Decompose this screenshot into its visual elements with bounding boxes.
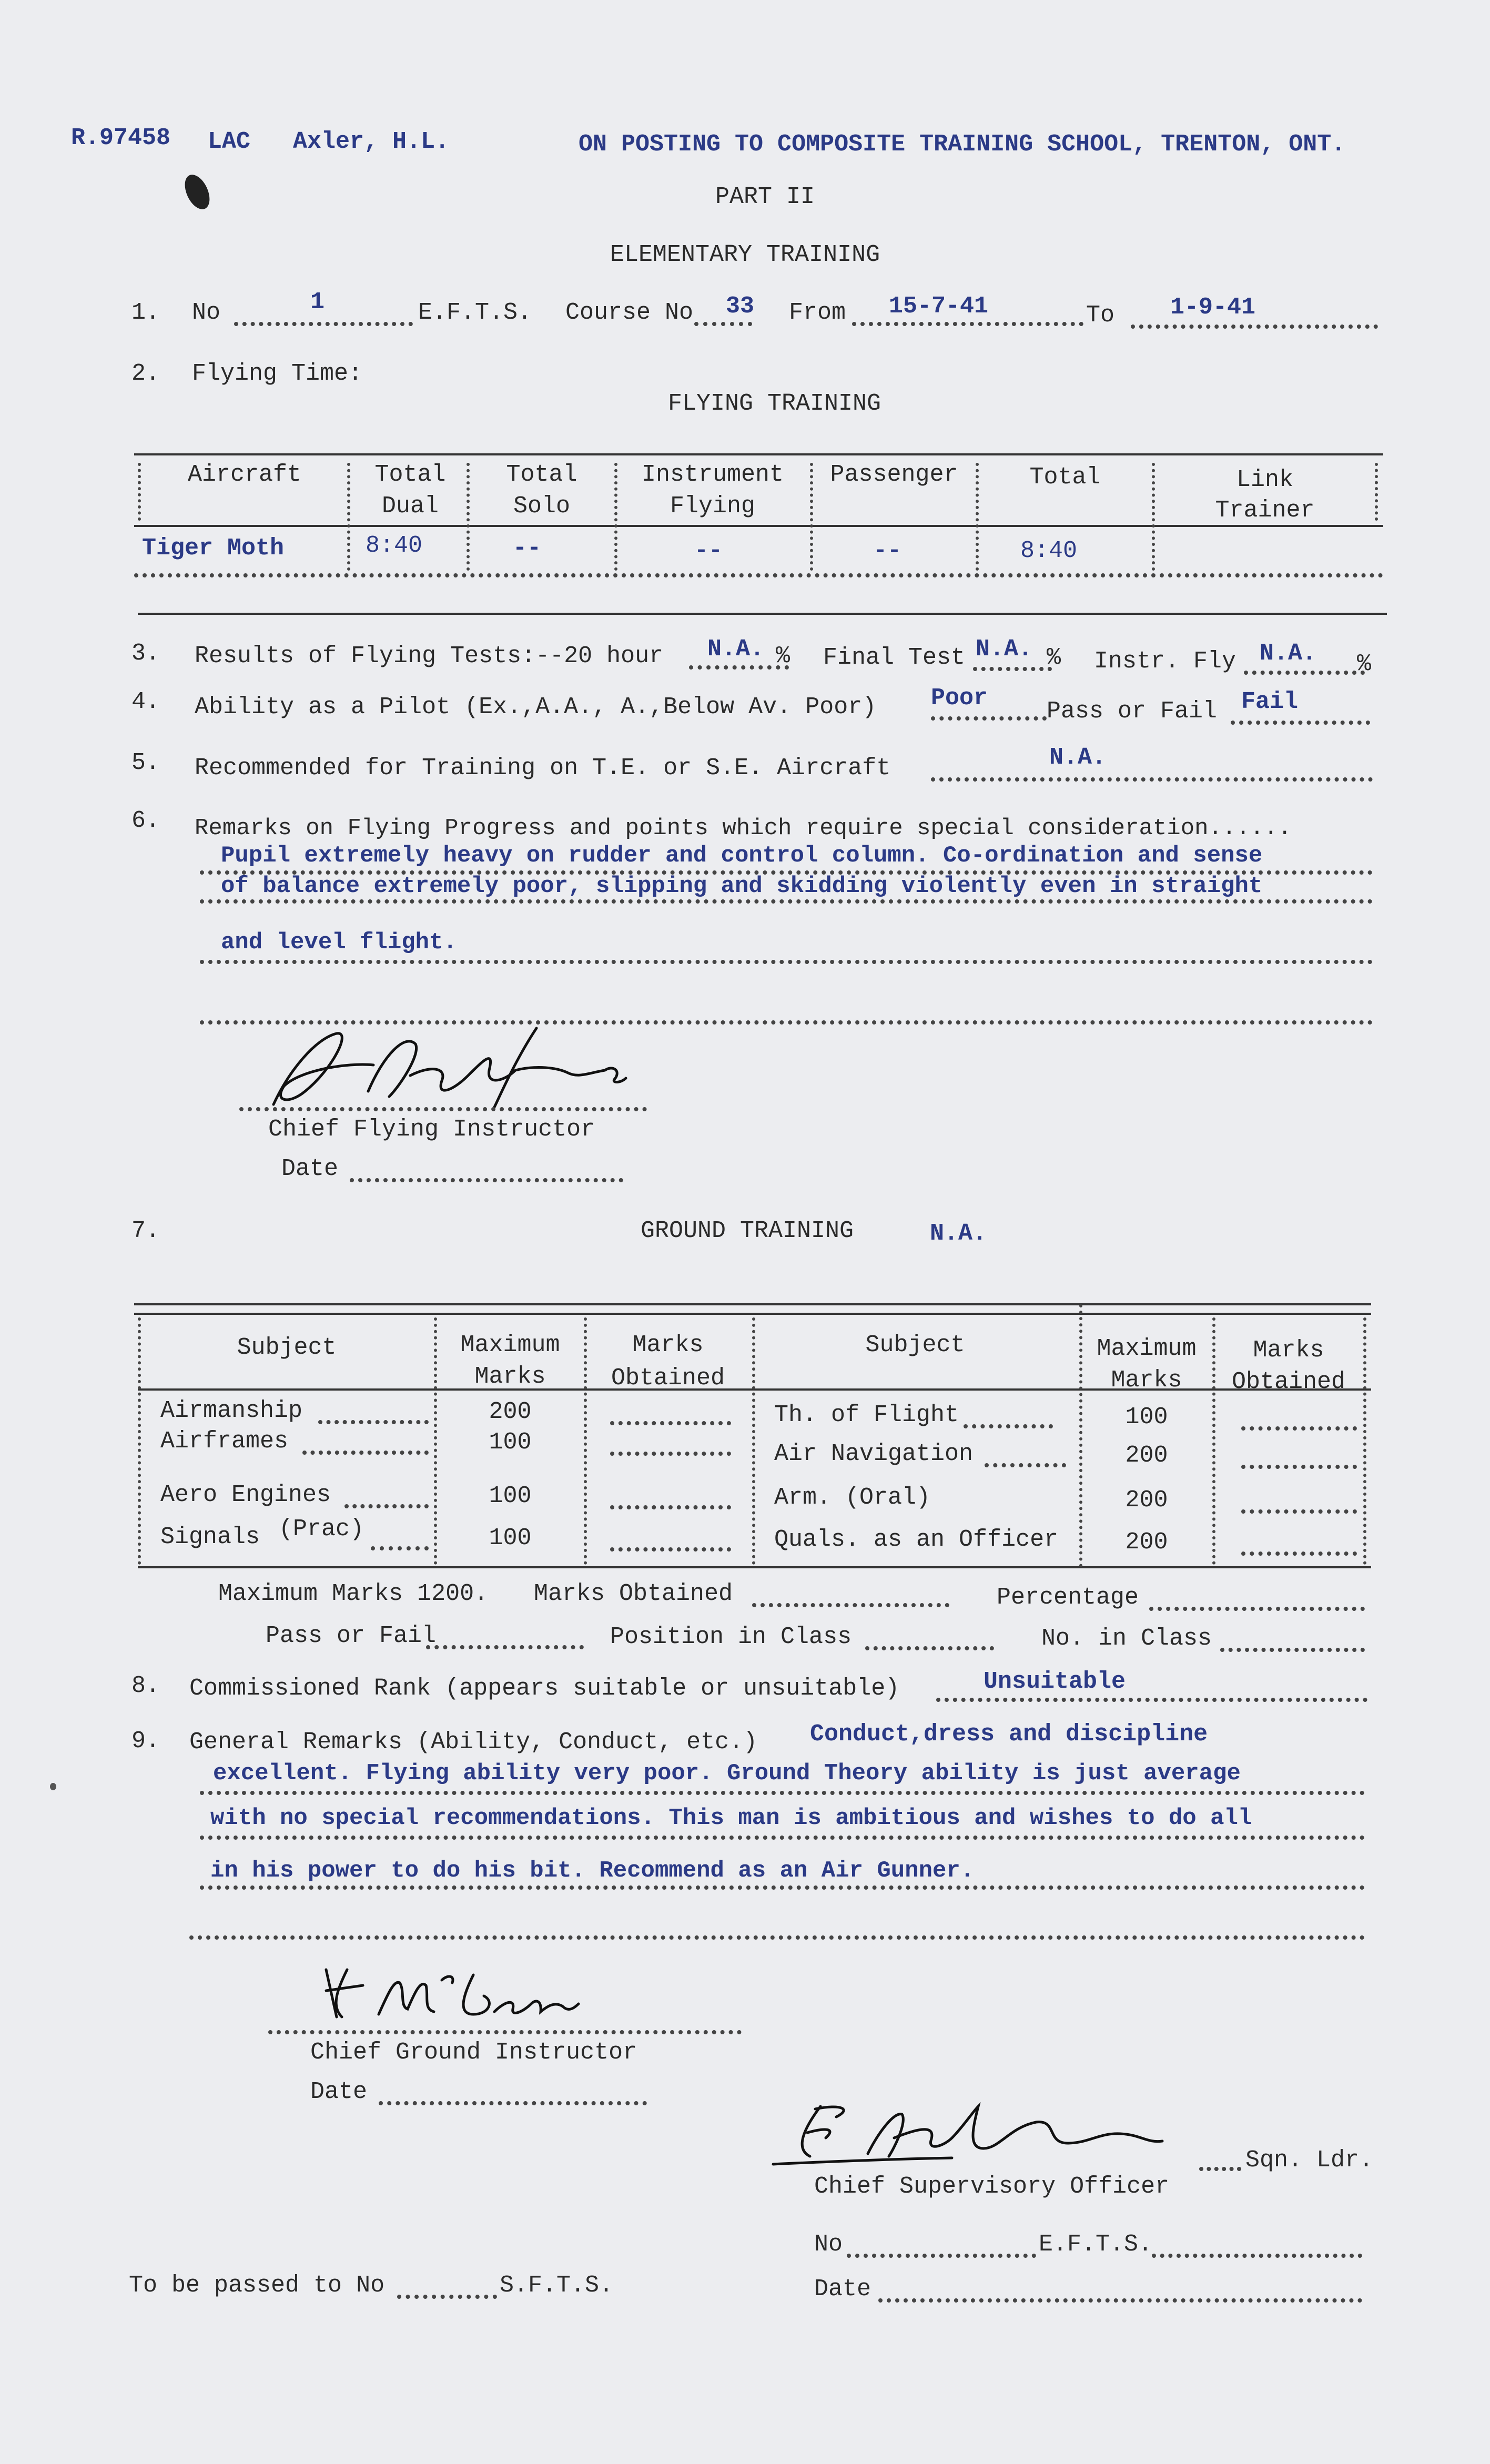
flying-header-link-2: Trainer <box>1215 497 1315 524</box>
flying-table-top-rule <box>134 453 1383 455</box>
item1-course-label: Course No <box>565 299 694 326</box>
footer-date-label: Date <box>814 2276 871 2303</box>
ground-left-max-2: 100 <box>489 1429 532 1456</box>
item2-label: Flying Time: <box>192 360 363 387</box>
item9-remark-line-3: in his power to do his bit. Recommend as an Air Gunner. <box>210 1858 975 1884</box>
item9-remark-first: Conduct,dress and discipline <box>810 1721 1208 1748</box>
flying-row-total: 8:40 <box>1020 538 1078 564</box>
item4-ability-value: Poor <box>931 685 988 712</box>
ground-training-heading: GROUND TRAINING <box>641 1218 854 1244</box>
flying-training-heading: FLYING TRAINING <box>668 390 881 417</box>
item1-course-value: 33 <box>726 293 755 320</box>
percentage-label: Percentage <box>997 1584 1139 1611</box>
item6-number: 6. <box>131 807 160 834</box>
flying-table-bottom-rule <box>138 613 1387 615</box>
item9-remark-line-1: excellent. Flying ability very poor. Ground Theory ability is just average <box>213 1760 1241 1787</box>
item9-label: General Remarks (Ability, Conduct, etc.) <box>189 1729 758 1756</box>
flying-row-solo: -- <box>513 535 542 562</box>
item1-to-value: 1-9-41 <box>1170 294 1256 321</box>
ground-header-obtained-right-2: Obtained <box>1231 1368 1346 1395</box>
flying-row-dual: 8:40 <box>366 532 423 559</box>
ground-right-subject-3: Arm. (Oral) <box>774 1484 931 1511</box>
ground-header-obtained-left-2: Obtained <box>611 1365 725 1392</box>
ground-right-subject-1: Th. of Flight <box>774 1402 959 1428</box>
ground-table-top-rule-2 <box>134 1313 1371 1315</box>
punch-mark <box>180 171 215 213</box>
ground-header-max-right-1: Maximum <box>1097 1335 1197 1362</box>
item4-number: 4. <box>131 688 160 715</box>
ground-left-note-4: (Prac) <box>279 1516 364 1543</box>
flying-header-total: Total <box>1029 464 1101 491</box>
item3-20hour-value: N.A. <box>707 636 765 663</box>
item5-value: N.A. <box>1049 744 1107 771</box>
flying-header-instrument-1: Instrument <box>641 461 784 488</box>
item3-pct-2: % <box>1047 644 1061 671</box>
item7-number: 7. <box>131 1218 160 1244</box>
chief-supervisory-officer-signature <box>763 2091 1215 2175</box>
ground-header-max-left-1: Maximum <box>460 1332 560 1358</box>
flying-table-header-rule <box>134 525 1383 527</box>
flying-header-dual-1: Total <box>374 461 446 488</box>
footer-no-label: No <box>814 2231 843 2258</box>
item2-number: 2. <box>131 360 160 387</box>
ground-header-obtained-left-1: Marks <box>632 1332 704 1358</box>
item9-remark-line-2: with no special recommendations. This man is ambitious and wishes to do all <box>210 1805 1252 1831</box>
ground-right-subject-4: Quals. as an Officer <box>774 1526 1059 1553</box>
flying-row-aircraft: Tiger Moth <box>142 535 285 562</box>
flying-row-passenger: -- <box>873 538 902 564</box>
passed-to-label: To be passed to No <box>129 2272 385 2299</box>
item3-instr-value: N.A. <box>1260 640 1317 667</box>
item3-final-value: N.A. <box>976 636 1033 663</box>
flying-header-solo-2: Solo <box>513 493 571 520</box>
ground-right-max-4: 200 <box>1125 1529 1168 1556</box>
chief-ground-instructor-label: Chief Ground Instructor <box>310 2039 637 2066</box>
flying-header-solo-1: Total <box>506 461 577 488</box>
flying-header-passenger: Passenger <box>830 461 958 488</box>
ground-table-top-rule <box>134 1303 1371 1305</box>
item1-from-value: 15-7-41 <box>889 293 989 320</box>
supervisor-rank: Sqn. Ldr. <box>1245 2147 1374 2174</box>
ground-table-bottom-rule <box>138 1566 1371 1568</box>
flying-header-instrument-2: Flying <box>670 493 756 520</box>
section-heading: ELEMENTARY TRAINING <box>610 241 880 268</box>
sfts-label: S.F.T.S. <box>500 2272 614 2299</box>
footer-efts-label: E.F.T.S. <box>1039 2231 1153 2258</box>
rank-and-name: LAC Axler, H.L. <box>208 128 450 155</box>
ground-right-max-3: 200 <box>1125 1487 1168 1514</box>
item4-label: Ability as a Pilot (Ex.,A.A., A.,Below Av. Poor) <box>195 694 877 721</box>
ground-pass-fail-label: Pass or Fail <box>266 1623 437 1649</box>
item4-pf-value: Fail <box>1241 688 1299 715</box>
chief-flying-instructor-signature <box>242 1012 694 1118</box>
ground-right-max-2: 200 <box>1125 1442 1168 1469</box>
item1-no-value: 1 <box>310 289 325 316</box>
item5-number: 5. <box>131 749 160 776</box>
item1-to-label: To <box>1086 302 1115 329</box>
ground-header-max-left-2: Marks <box>474 1363 546 1390</box>
item9-date-label: Date <box>310 2078 368 2105</box>
ground-left-max-3: 100 <box>489 1483 532 1509</box>
position-in-class-label: Position in Class <box>610 1624 852 1650</box>
supervisor-label: Chief Supervisory Officer <box>814 2173 1170 2200</box>
item9-number: 9. <box>131 1728 160 1755</box>
item6-remark-line-3: and level flight. <box>221 929 457 956</box>
item1-number: 1. <box>131 299 160 326</box>
item6-date-label: Date <box>281 1155 339 1182</box>
item8-label: Commissioned Rank (appears suitable or unsuitable) <box>189 1675 900 1702</box>
ground-left-subject-4: Signals <box>160 1524 260 1550</box>
flying-header-aircraft: Aircraft <box>187 461 302 488</box>
chief-flying-instructor-label: Chief Flying Instructor <box>268 1116 595 1143</box>
item3-number: 3. <box>131 640 160 667</box>
ground-left-max-1: 200 <box>489 1398 532 1425</box>
max-marks-total: Maximum Marks 1200. <box>218 1580 489 1607</box>
item3-label: Results of Flying Tests:--20 hour <box>195 643 664 670</box>
ground-left-subject-2: Airframes <box>160 1428 289 1455</box>
ground-right-max-1: 100 <box>1125 1404 1168 1431</box>
item4-pf-label: Pass or Fail <box>1047 698 1218 725</box>
item3-pct-1: % <box>776 643 790 670</box>
part-heading: PART II <box>715 184 815 210</box>
ground-right-subject-2: Air Navigation <box>774 1441 974 1467</box>
item3-pct-3: % <box>1357 651 1372 677</box>
item6-remark-line-2: of balance extremely poor, slipping and skidding violently even in straight <box>221 873 1263 899</box>
item8-value: Unsuitable <box>984 1668 1126 1695</box>
ground-header-obtained-right-1: Marks <box>1253 1337 1324 1364</box>
item6-remark-line-1: Pupil extremely heavy on rudder and control column. Co-ordination and sense <box>221 843 1263 869</box>
item3-final-label: Final Test <box>823 644 966 671</box>
speck-mark <box>50 1783 56 1790</box>
no-in-class-label: No. in Class <box>1041 1625 1212 1652</box>
flying-row-instrument: -- <box>694 538 723 564</box>
item5-label: Recommended for Training on T.E. or S.E. Aircraft <box>195 755 891 782</box>
item8-number: 8. <box>131 1672 160 1699</box>
ground-header-max-right-2: Marks <box>1111 1367 1182 1394</box>
item1-efts-label: E.F.T.S. <box>418 299 532 326</box>
ground-left-subject-1: Airmanship <box>160 1397 303 1424</box>
item3-instr-label: Instr. Fly <box>1094 648 1236 675</box>
ground-left-max-4: 100 <box>489 1525 532 1552</box>
ground-left-subject-3: Aero Engines <box>160 1482 331 1508</box>
flying-header-dual-2: Dual <box>381 493 439 520</box>
item1-from-label: From <box>789 299 846 326</box>
ground-header-subject-left: Subject <box>237 1334 337 1361</box>
flying-header-link-1: Link <box>1236 467 1294 493</box>
chief-ground-instructor-signature <box>316 1959 589 2033</box>
item1-no-label: No <box>192 299 221 326</box>
service-number: R.97458 <box>71 125 171 151</box>
posting-heading: ON POSTING TO COMPOSITE TRAINING SCHOOL, TRENTON, ONT. <box>579 131 1346 158</box>
marks-obtained-label: Marks Obtained <box>534 1580 733 1607</box>
ground-header-subject-right: Subject <box>865 1332 965 1358</box>
item6-label: Remarks on Flying Progress and points which require special consideration...... <box>195 815 1292 841</box>
item7-value: N.A. <box>930 1220 987 1247</box>
